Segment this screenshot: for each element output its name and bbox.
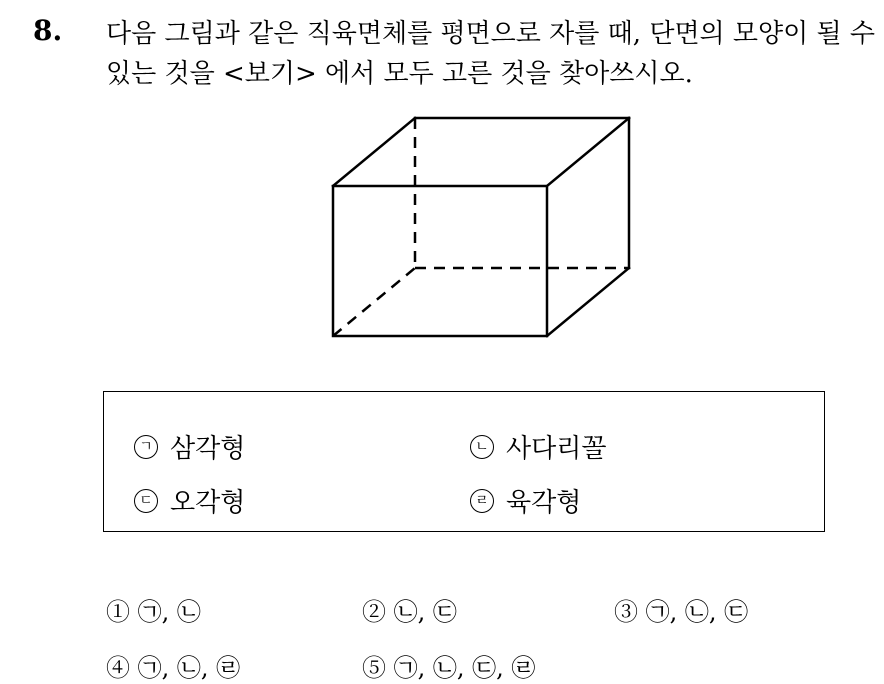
bogi-marker-1: ㄱ	[134, 435, 158, 459]
choice-2[interactable]: ② ㉡, ㉢	[362, 598, 457, 626]
bogi-marker-4: ㄹ	[470, 489, 494, 513]
bogi-marker-3: ㄷ	[134, 489, 158, 513]
bogi-item-2	[470, 428, 606, 465]
question-stem-line-1: 다음 그림과 같은 직육면체를 평면으로 자를 때, 단면의 모양이 될 수	[106, 19, 876, 49]
bogi-text-1: 삼각형	[170, 434, 246, 464]
bogi-item-4	[470, 482, 581, 519]
question-number: 8.	[33, 14, 63, 47]
bogi-text-4: 육각형	[506, 488, 582, 518]
bogi-item-3	[134, 482, 245, 519]
choice-5[interactable]: ⑤ ㉠, ㉡, ㉢, ㉣	[362, 654, 536, 682]
cuboid-bottom-right-edge	[547, 268, 629, 336]
choice-3[interactable]: ③ ㉠, ㉡, ㉢	[614, 598, 749, 626]
question-stem-line-2: 있는 것을 <보기> 에서 모두 고른 것을 찾아쓰시오.	[106, 59, 693, 89]
cuboid-front-face	[333, 186, 547, 336]
question-stem	[106, 14, 876, 94]
cuboid-hidden-left-bottom-edge	[333, 268, 415, 336]
choice-4[interactable]: ④ ㉠, ㉡, ㉣	[106, 654, 241, 682]
choice-1[interactable]: ① ㉠, ㉡	[106, 598, 201, 626]
bogi-box	[103, 391, 825, 532]
cuboid-top-left-edge	[333, 118, 415, 186]
cuboid-figure	[320, 108, 640, 340]
bogi-marker-2: ㄴ	[470, 435, 494, 459]
bogi-text-3: 오각형	[170, 488, 246, 518]
bogi-item-1	[134, 428, 245, 465]
bogi-text-2: 사다리꼴	[506, 434, 607, 464]
cuboid-top-right-edge	[547, 118, 629, 186]
